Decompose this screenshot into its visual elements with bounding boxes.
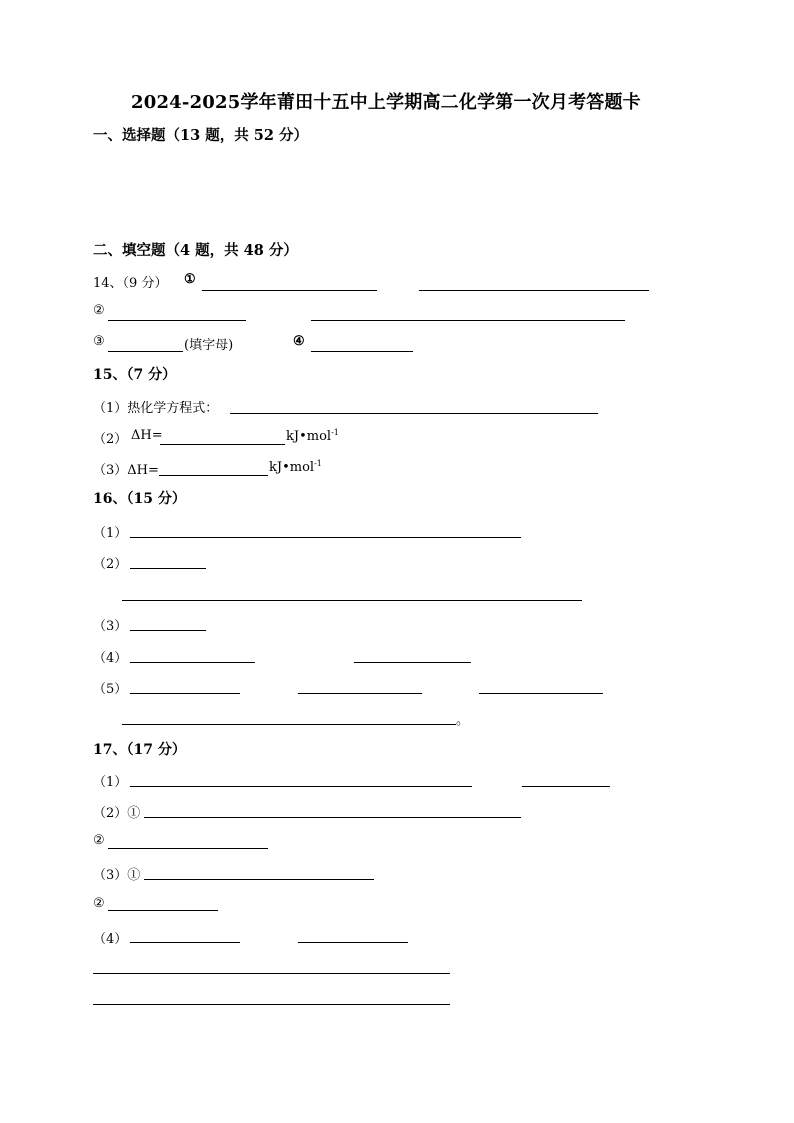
q14-marker-3: ③: [93, 334, 105, 349]
q17-blank-2a[interactable]: [144, 817, 521, 818]
q16-blank-5b[interactable]: [298, 693, 422, 694]
q17-part1-label: （1）: [93, 775, 128, 790]
q14-marker-2: ②: [93, 303, 105, 318]
q17-blank-4c[interactable]: [93, 973, 450, 974]
q15-unit-3: kJ•mol$^{-1}$: [269, 459, 322, 475]
section-choice-heading: 一、选择题（13 题，共 52 分）: [93, 127, 308, 144]
q17-blank-4d[interactable]: [93, 1004, 450, 1005]
q17-blank-1b[interactable]: [522, 786, 610, 787]
q14-blank-2a[interactable]: [108, 320, 246, 321]
q14-blank-3[interactable]: [108, 351, 183, 352]
q16-part1-label: （1）: [93, 526, 128, 541]
q16-heading: 16、（15 分）: [93, 491, 186, 507]
section-fill-heading: 二、填空题（4 题，共 48 分）: [93, 242, 298, 259]
q16-blank-1[interactable]: [130, 537, 521, 538]
q17-part2-label: （2）①: [93, 806, 141, 821]
q14-marker-1: ①: [184, 272, 196, 287]
q16-blank-4b[interactable]: [354, 662, 471, 663]
q17-part3-marker-2: ②: [93, 896, 105, 911]
page-title: 2024-2025学年莆田十五中上学期高二化学第一次月考答题卡: [131, 92, 641, 113]
q17-blank-4b[interactable]: [298, 942, 408, 943]
q16-part3-label: （3）: [93, 619, 128, 634]
q17-part3-label: （3）①: [93, 868, 141, 883]
q16-blank-5a[interactable]: [130, 693, 240, 694]
q15-part2-label: （2）: [93, 432, 128, 447]
q16-part4-label: （4）: [93, 651, 128, 666]
q17-blank-4a[interactable]: [130, 942, 240, 943]
q17-heading: 17、（17 分）: [93, 742, 186, 758]
q16-end-period: 。: [456, 713, 470, 728]
q14-blank-2b[interactable]: [311, 320, 625, 321]
q15-blank-dh3[interactable]: [159, 475, 268, 476]
q16-blank-2a[interactable]: [130, 568, 206, 569]
q15-heading: 15、（7 分）: [93, 367, 177, 383]
q17-part4-label: （4）: [93, 932, 128, 947]
q15-part2-dh: ΔH=: [131, 428, 163, 443]
q17-blank-2b[interactable]: [108, 848, 268, 849]
q16-blank-5d[interactable]: [122, 724, 456, 725]
q15-part3-label: （3）ΔH=: [93, 463, 159, 478]
q16-blank-3[interactable]: [130, 630, 206, 631]
q16-part2-label: （2）: [93, 557, 128, 572]
q14-fill-hint: (填字母): [184, 338, 234, 353]
q14-blank-4[interactable]: [311, 351, 413, 352]
q15-unit-2: kJ•mol$^{-1}$: [286, 428, 339, 444]
q17-blank-3a[interactable]: [144, 879, 374, 880]
q14-blank-1b[interactable]: [419, 290, 649, 291]
q17-part2-marker-2: ②: [93, 833, 105, 848]
q16-blank-5c[interactable]: [479, 693, 603, 694]
q14-blank-1a[interactable]: [202, 290, 377, 291]
q17-blank-3b[interactable]: [108, 910, 218, 911]
q15-part1-label: （1）热化学方程式：: [93, 401, 219, 416]
q15-blank-equation[interactable]: [230, 413, 598, 414]
q14-heading: 14、（9 分）: [93, 276, 168, 291]
q14-marker-4: ④: [293, 334, 305, 349]
q16-part5-label: （5）: [93, 682, 128, 697]
q15-blank-dh2[interactable]: [160, 444, 285, 445]
q17-blank-1a[interactable]: [130, 786, 472, 787]
q16-blank-4a[interactable]: [130, 662, 255, 663]
q16-blank-2b[interactable]: [122, 600, 582, 601]
